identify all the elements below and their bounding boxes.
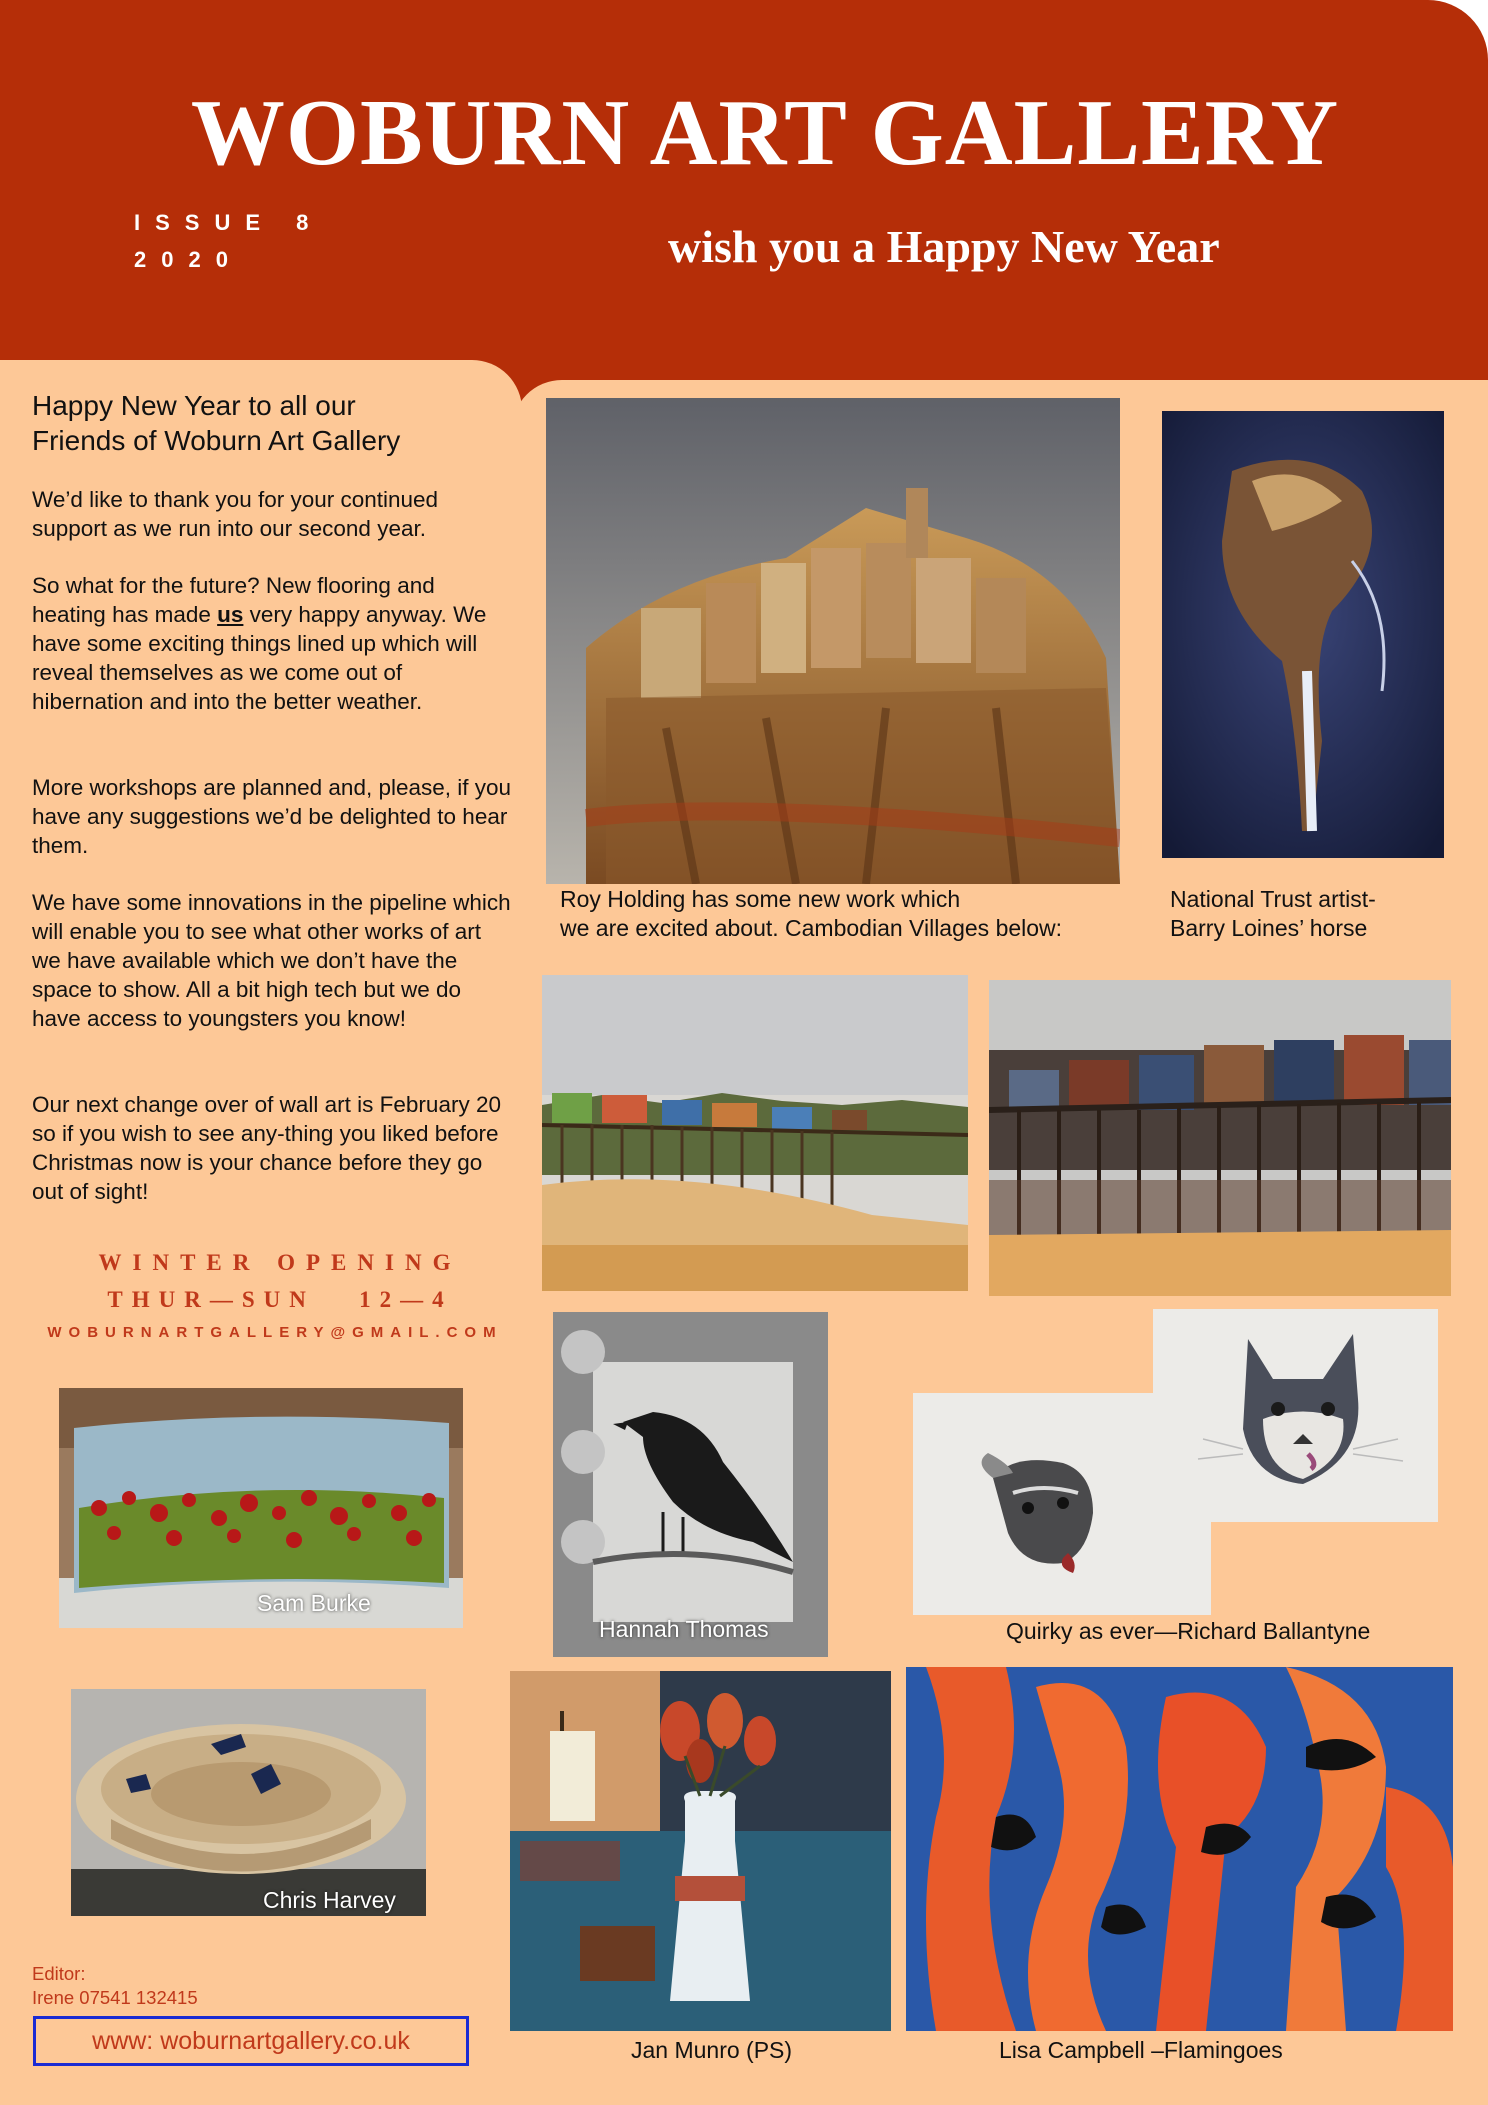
lisa-campbell-flamingoes-painting xyxy=(906,1667,1453,2031)
chris-harvey-wooden-bowl xyxy=(71,1689,426,1916)
intro-emphasis: us xyxy=(217,602,244,627)
issue-number: ISSUE 8 xyxy=(134,210,324,235)
richard-ballantyne-cat-sculpture xyxy=(1153,1309,1438,1522)
newsletter-title: WOBURN ART GALLERY xyxy=(190,81,1340,185)
intro-paragraph-3: More workshops are planned and, please, if you have any suggestions we’d be delighted to hear them. xyxy=(32,775,512,858)
barry-loines-caption-line1: National Trust artist- xyxy=(1170,886,1376,912)
barry-loines-horse-painting xyxy=(1162,411,1444,858)
cambodian-village-painting-2 xyxy=(989,980,1451,1296)
intro-heading-line2: Friends of Woburn Art Gallery xyxy=(32,425,401,456)
intro-paragraph-5: Our next change over of wall art is February 20 so if you wish to see any-thing you liked before Christmas now is your chance before they go out of sight! xyxy=(32,1092,501,1204)
lisa-campbell-caption: Lisa Campbell –Flamingoes xyxy=(999,2037,1283,2063)
intro-paragraph-4: We have some innovations in the pipeline which will enable you to see what other works of art we have available which we don’t have the space to show. All a bit high tech but we do have access to youngsters you know! xyxy=(32,890,511,1031)
roy-holding-caption xyxy=(560,885,1062,943)
intro-paragraph-2-end: very happy anyway. We have some exciting things lined up which will reveal themselves as we come out of hibernation and into the better weather. xyxy=(32,602,487,714)
cambodian-village-painting-1 xyxy=(542,975,968,1291)
intro-heading-line1: Happy New Year to all our xyxy=(32,390,356,421)
contact-email[interactable]: WOBURNARTGALLERY@GMAIL.COM xyxy=(47,1324,503,1341)
chris-harvey-caption: Chris Harvey xyxy=(263,1887,396,1913)
hannah-thomas-raven-print xyxy=(553,1312,828,1657)
barry-loines-caption xyxy=(1170,885,1376,943)
editor-info xyxy=(32,1962,198,2010)
intro-paragraph-1: We’d like to thank you for your continued support as we run into our second year. xyxy=(32,487,439,541)
greeting: wish you a Happy New Year xyxy=(668,221,1220,272)
roy-holding-caption-line1: Roy Holding has some new work which xyxy=(560,886,961,912)
roy-holding-hilltown-painting xyxy=(546,398,1120,884)
editor-label: Editor: xyxy=(32,1963,86,1984)
sam-burke-caption: Sam Burke xyxy=(257,1590,371,1616)
winter-opening-title: WINTER OPENING xyxy=(98,1250,462,1275)
intro-paragraph-2 xyxy=(32,571,512,716)
website-link[interactable]: www: woburnartgallery.co.uk xyxy=(33,2016,469,2066)
roy-holding-caption-line2: we are excited about. Cambodian Villages below: xyxy=(560,915,1063,941)
issue-year: 2020 xyxy=(134,247,243,272)
intro-heading xyxy=(32,388,502,458)
intro-paragraph-2-start: So what for the future? New flooring and heating has made xyxy=(32,573,435,627)
hannah-thomas-caption: Hannah Thomas xyxy=(599,1616,769,1642)
richard-ballantyne-caption: Quirky as ever—Richard Ballantyne xyxy=(1006,1618,1371,1644)
jan-munro-caption: Jan Munro (PS) xyxy=(631,2037,793,2063)
editor-contact: Irene 07541 132415 xyxy=(32,1987,198,2008)
opening-hours: THUR—SUN 12—4 xyxy=(107,1287,453,1312)
sam-burke-glass-artwork xyxy=(59,1388,463,1628)
jan-munro-still-life-painting xyxy=(510,1671,891,2031)
barry-loines-caption-line2: Barry Loines’ horse xyxy=(1170,915,1368,941)
